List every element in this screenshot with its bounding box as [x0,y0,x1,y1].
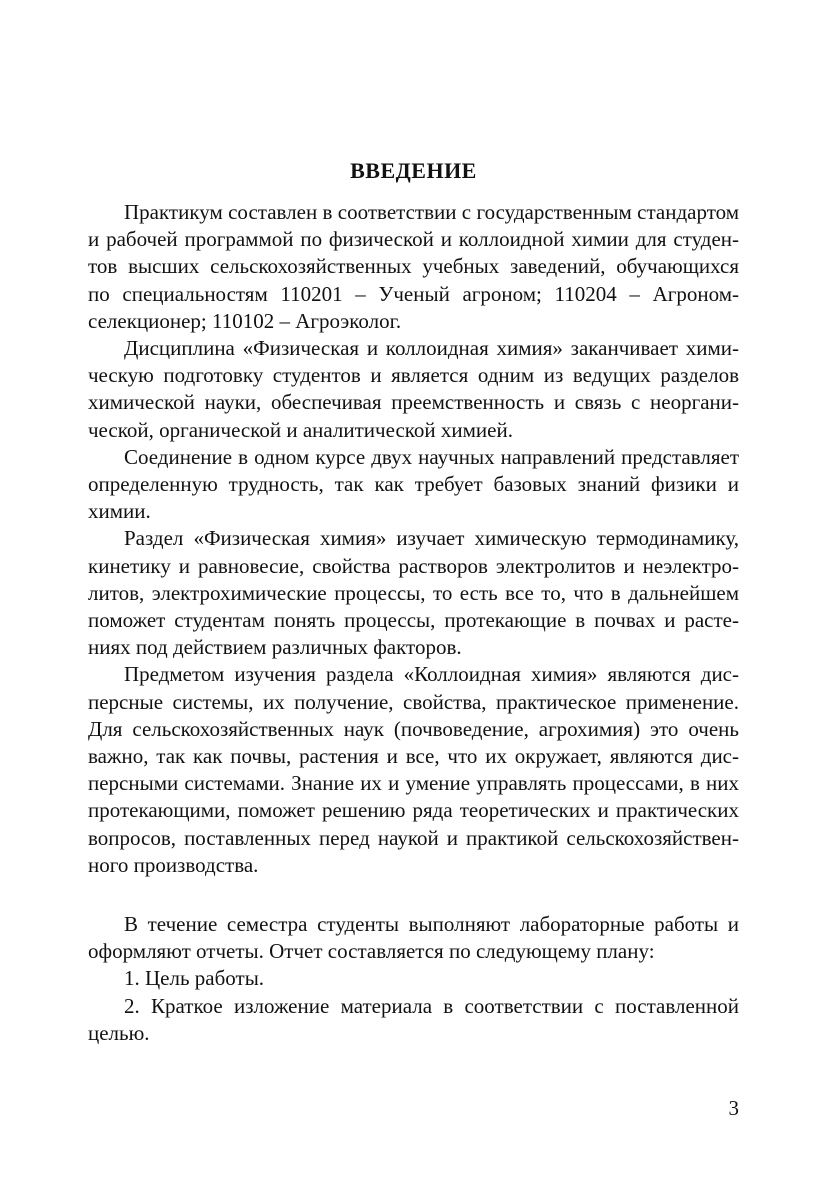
text-line: протекающими, поможет решению ряда теоретических и практических [88,798,739,823]
text-line: Практикум составлен в соответствии с государственным стандартом [124,200,739,224]
paragraph-report-plan [88,911,739,1047]
text-line: Соединение в одном курсе двух научных направлений представляет [124,444,739,469]
text-line: определенную трудность, так как требует базовых знаний физики и [88,472,739,497]
text-line: вопросов, поставленных перед наукой и практикой сельскохозяйствен- [88,825,739,850]
text-line: Раздел «Физическая химия» изучает химическую термодинамику, [124,526,739,551]
text-line: ного производства. [88,852,259,877]
text-line: литов, электрохимические процессы, то есть все то, что в дальнейшем [88,580,739,605]
text-line: важно, так как почвы, растения и все, что их окружает, являются дис- [88,744,739,769]
text-line: ческой, органической и аналитической химией. [88,417,513,442]
text-line: химии. [88,499,151,524]
text-line: химической науки, обеспечивая преемственность и связь с неоргани- [88,390,739,415]
paragraph-intro [88,199,739,879]
text-line: Предметом изучения раздела «Коллоидная химия» являются дис- [124,662,739,687]
text-line: персные системы, их получение, свойства, практическое применение. [88,689,739,714]
text-line: кинетику и равновесие, свойства растворов электролитов и неэлектро- [88,553,739,578]
text-line: Для сельскохозяйственных наук (почвоведение, агрохимия) это очень [88,716,739,741]
text-line: оформляют отчеты. Отчет составляется по следующему плану: [88,939,655,964]
text-line: целью. [88,1020,150,1045]
list-item: 1. Цель работы. [124,966,265,991]
list-item: 2. Краткое изложение материала в соответствии с поставленной [124,993,739,1018]
page-number: 3 [728,1096,739,1120]
text-line: поможет студентам понять процессы, протекающие в почвах и расте- [88,608,739,633]
text-line: В течение семестра студенты выполняют лабораторные работы и [124,912,739,936]
text-line: селекционер; 110102 – Агроэколог. [88,308,402,333]
text-line: Дисциплина «Физическая и коллоидная химия» заканчивает хими- [124,336,739,361]
text-line: тов высших сельскохозяйственных учебных заведений, обучающихся [88,254,739,279]
text-line: ческую подготовку студентов и является одним из ведущих разделов [88,363,739,388]
page-title: ВВЕДЕНИЕ [350,158,477,183]
text-line: персными системами. Знание их и умение управлять процессами, в них [88,771,739,796]
text-line: и рабочей программой по физической и коллоидной химии для студен- [88,227,739,252]
text-line: ниях под действием различных факторов. [88,635,462,660]
text-line: по специальностям 110201 – Ученый агроном; 110204 – Агроном- [88,281,739,306]
